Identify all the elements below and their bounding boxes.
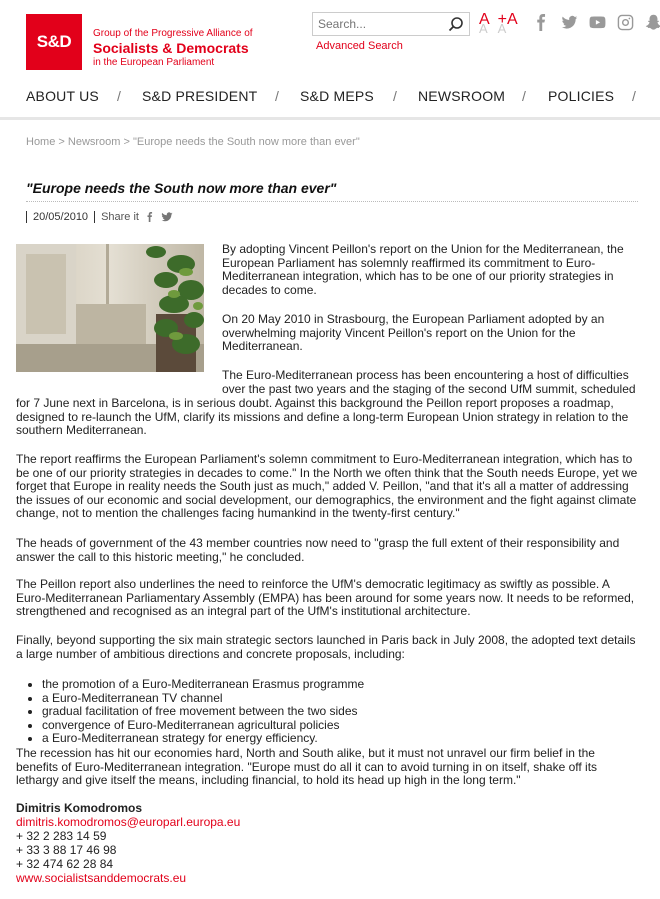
meta-divider xyxy=(94,211,95,223)
breadcrumb-current: "Europe needs the South now more than ever" xyxy=(133,136,360,148)
list-item: a Euro-Mediterranean TV channel xyxy=(24,692,624,706)
list-item: convergence of Euro-Mediterranean agricultural policies xyxy=(24,719,624,733)
nav-separator: / xyxy=(632,88,636,104)
site-header xyxy=(0,0,660,74)
proposals-list xyxy=(24,678,624,746)
article-meta xyxy=(20,210,173,224)
breadcrumb-newsroom[interactable]: Newsroom xyxy=(67,136,121,148)
nav-item-policies[interactable]: POLICIES xyxy=(548,88,615,104)
font-size-tools xyxy=(479,11,518,29)
nav-item-newsroom[interactable]: NEWSROOM xyxy=(418,88,506,104)
instagram-icon[interactable] xyxy=(617,14,634,31)
contact-phone: + 33 3 88 17 46 98 xyxy=(16,843,117,857)
breadcrumb-separator: > xyxy=(120,136,134,148)
article-paragraph: On 20 May 2010 in Strasbourg, the European Parliament adopted by an overwhelming majority Vincent Peillon's report on the Union for the Mediterranean. xyxy=(222,312,605,353)
nav-separator: / xyxy=(522,88,526,104)
logo-line-2: Socialists & Democrats xyxy=(93,40,249,56)
article-date: 20/05/2010 xyxy=(33,211,89,223)
list-item: gradual facilitation of free movement between the two sides xyxy=(24,705,624,719)
logo-line-3: in the European Parliament xyxy=(93,57,215,68)
search-input[interactable] xyxy=(313,13,443,35)
breadcrumb-home[interactable]: Home xyxy=(26,136,56,148)
main-nav xyxy=(0,80,660,120)
social-links xyxy=(533,14,660,31)
page-title: "Europe needs the South now more than ever" xyxy=(26,180,337,196)
contact-email-link[interactable]: dimitris.komodromos@europarl.europa.eu xyxy=(16,815,241,829)
article-paragraph: for 7 June next in Barcelona, is in serious doubt. Against this background the Peillon report proposes a roadmap, designed to re-launch the UfM, clarify its missions and define a long-term European Union strategy in relation to the southern Mediterranean. xyxy=(16,396,629,437)
title-divider xyxy=(26,201,638,202)
press-contact xyxy=(16,801,240,885)
contact-name: Dimitris Komodromos xyxy=(16,801,143,815)
snapchat-icon[interactable] xyxy=(645,14,660,31)
list-item: the promotion of a Euro-Mediterranean Erasmus programme xyxy=(24,678,624,692)
twitter-share-icon[interactable] xyxy=(161,211,173,223)
contact-phone: + 32 474 62 28 84 xyxy=(16,857,114,871)
youtube-icon[interactable] xyxy=(589,14,606,31)
list-item: a Euro-Mediterranean strategy for energy efficiency. xyxy=(24,732,624,746)
advanced-search-link[interactable]: Advanced Search xyxy=(316,40,403,52)
facebook-share-icon[interactable] xyxy=(145,212,155,222)
article-photo xyxy=(16,244,204,372)
article-paragraph: The heads of government of the 43 member countries now need to "grasp the full extent of their responsibility and answer the call to this historic meeting," he concluded. xyxy=(16,536,620,564)
article-paragraph: Finally, beyond supporting the six main strategic sectors launched in Paris back in July 2008, the adopted text details a large number of ambitious directions and concrete proposals, including: xyxy=(16,633,636,661)
nav-item-sd-president[interactable]: S&D PRESIDENT xyxy=(142,88,258,104)
article-paragraph: By adopting Vincent Peillon's report on the Union for the Mediterranean, the European Parliament has solemnly reaffirmed its commitment to Euro-Mediterranean integration, which has to be one of our priority strategies in decades to come. xyxy=(222,242,624,297)
nav-separator: / xyxy=(117,88,121,104)
logo-line-1: Group of the Progressive Alliance of xyxy=(93,28,253,39)
twitter-icon[interactable] xyxy=(561,14,578,31)
search-icon[interactable] xyxy=(448,16,464,32)
article-paragraph: The recession has hit our economies hard, North and South alike, but it must not unravel our firm belief in the benefits of Euro-Mediterranean integration. "Europe must do all it can to avoid turning in on itself, shake off its lethargy and give itself the means, including financial, to hold its head up high in the long term." xyxy=(16,746,598,787)
search-box xyxy=(312,12,470,36)
font-increase-button[interactable]: +A A xyxy=(498,11,518,29)
logo-mark[interactable]: S&D xyxy=(26,14,82,70)
logo-text[interactable] xyxy=(93,27,253,69)
nav-separator: / xyxy=(275,88,279,104)
meta-divider xyxy=(26,211,27,223)
breadcrumb-separator: > xyxy=(55,136,68,148)
nav-separator: / xyxy=(393,88,397,104)
facebook-icon[interactable] xyxy=(533,14,550,31)
share-label: Share it xyxy=(101,211,139,223)
font-decrease-button[interactable]: A A xyxy=(479,11,490,29)
website-link[interactable]: www.socialistsanddemocrats.eu xyxy=(16,871,187,885)
nav-item-sd-meps[interactable]: S&D MEPS xyxy=(300,88,374,104)
article-paragraph: The Euro-Mediterranean process has been encountering a host of difficulties over the past two years and the staging of the second UfM summit, scheduled xyxy=(222,368,636,396)
breadcrumb xyxy=(26,136,360,148)
article-paragraph: The Peillon report also underlines the need to reinforce the UfM's democratic legitimacy as swiftly as possible. A Euro-Mediterranean Parliamentary Assembly (EMPA) has been around for some years now. It needs to be reformed, strengthened and recognised as an integral part of the UfM's institutional architecture. xyxy=(16,577,635,618)
nav-item-about-us[interactable]: ABOUT US xyxy=(26,88,99,104)
contact-phone: + 32 2 283 14 59 xyxy=(16,829,107,843)
article-paragraph: The report reaffirms the European Parliament's solemn commitment to Euro-Mediterranean integration, which has to be one of our priority strategies in decades to come." In the North we often think that the South needs Europe, yet we forget that Europe in reality needs the South just as much," added V. Peillon, "and that it's all a matter of addressing the issues of our economic and social development, our demographics, the environment and the fight against climate change, not to mention the challenges facing humankind in the twenty-first century." xyxy=(16,452,638,520)
